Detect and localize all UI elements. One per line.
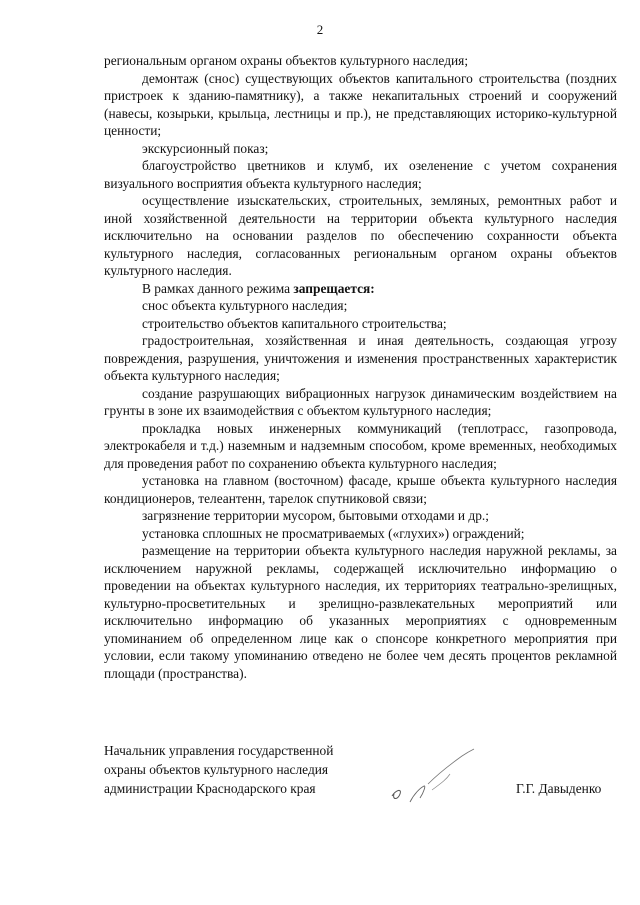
regime-prohibited-text: запрещается: [293, 280, 375, 296]
regime-intro-text: В рамках данного режима [142, 280, 294, 296]
paragraph-prohibit-littering: загрязнение территории мусором, бытовыми отходами и др.; [142, 508, 489, 523]
paragraph-regime-heading [104, 280, 617, 298]
signatory-name: Г.Г. Давыденко [516, 781, 602, 796]
signatory-title-line: охраны объектов культурного наследия [104, 762, 329, 777]
paragraph-works: осуществление изыскательских, строительных, земляных, ремонтных работ и иной хозяйственной деятельности на территории объекта культурного наследия исключительно на основании разделов по обеспечению сохранности объекта культурного наследия, согласованных региональным органом охраны объектов культурного наследия. [104, 193, 617, 278]
paragraph-prohibit-installations: установка на главном (восточном) фасаде, крыше объекта культурного наследия кондиционеров, телеантенн, тарелок спутниковой связи; [104, 473, 617, 506]
paragraph-prohibit-fences: установка сплошных не просматриваемых («глухих») ограждений; [142, 525, 525, 541]
signatory-title-line: Начальник управления государственной [104, 743, 334, 758]
handwritten-signature [388, 744, 498, 804]
paragraph-prohibit-vibration: создание разрушающих вибрационных нагрузок динамическим воздействием на грунты в зоне их взаимодействия с объектом культурного наследия; [104, 385, 617, 418]
paragraph-demolition: демонтаж (снос) существующих объектов капитального строительства (поздних пристроек к зданию-памятнику), а также некапитальных строений и сооружений (навесы, козырьки, крыльца, лестницы и пр.), не представляющих историко-культурной ценности; [104, 70, 617, 138]
paragraph-prohibit-utilities: прокладка новых инженерных коммуникаций (теплотрасс, газопровода, электрокабеля и т.д.) наземным и надземным способом, кроме временных, необходимых для проведения работ по сохранению объекта культурного наследия; [104, 420, 617, 471]
paragraph-prohibit-activity: градостроительная, хозяйственная и иная деятельность, создающая угрозу повреждения, разрушения, уничтожения и изменения пространственных характеристик объекта культурного наследия; [104, 333, 617, 383]
paragraph-landscaping: благоустройство цветников и клумб, их озеленение с учетом сохранения визуального восприятия объекта культурного наследия; [104, 158, 617, 191]
page-number: 2 [316, 22, 324, 37]
signatory-title-line: администрации Краснодарского края [104, 781, 316, 796]
document-body [104, 52, 617, 682]
paragraph-prohibit-construction: строительство объектов капитального строительства; [142, 315, 447, 331]
paragraph-continuation: региональным органом охраны объектов культурного наследия; [104, 53, 469, 68]
paragraph-prohibit-advertising: размещение на территории объекта культурного наследия наружной рекламы, за исключением наружной рекламы, содержащей исключительно информацию о проведении на объектах культурного наследия, их территориях театрально-зрелищных, культурно-просветительных и зрелищно-развлекательных мероприятий или исключительно информацию об указанных мероприятиях с одновременным упоминанием об определенном лице как о спонсоре конкретного мероприятия при условии, если такому упоминанию отведено не более чем десять процентов рекламной площади (пространства). [104, 543, 617, 681]
signatory-title [104, 741, 384, 798]
paragraph-excursion: экскурсионный показ; [142, 140, 269, 156]
paragraph-prohibit-demolition: снос объекта культурного наследия; [142, 298, 348, 313]
